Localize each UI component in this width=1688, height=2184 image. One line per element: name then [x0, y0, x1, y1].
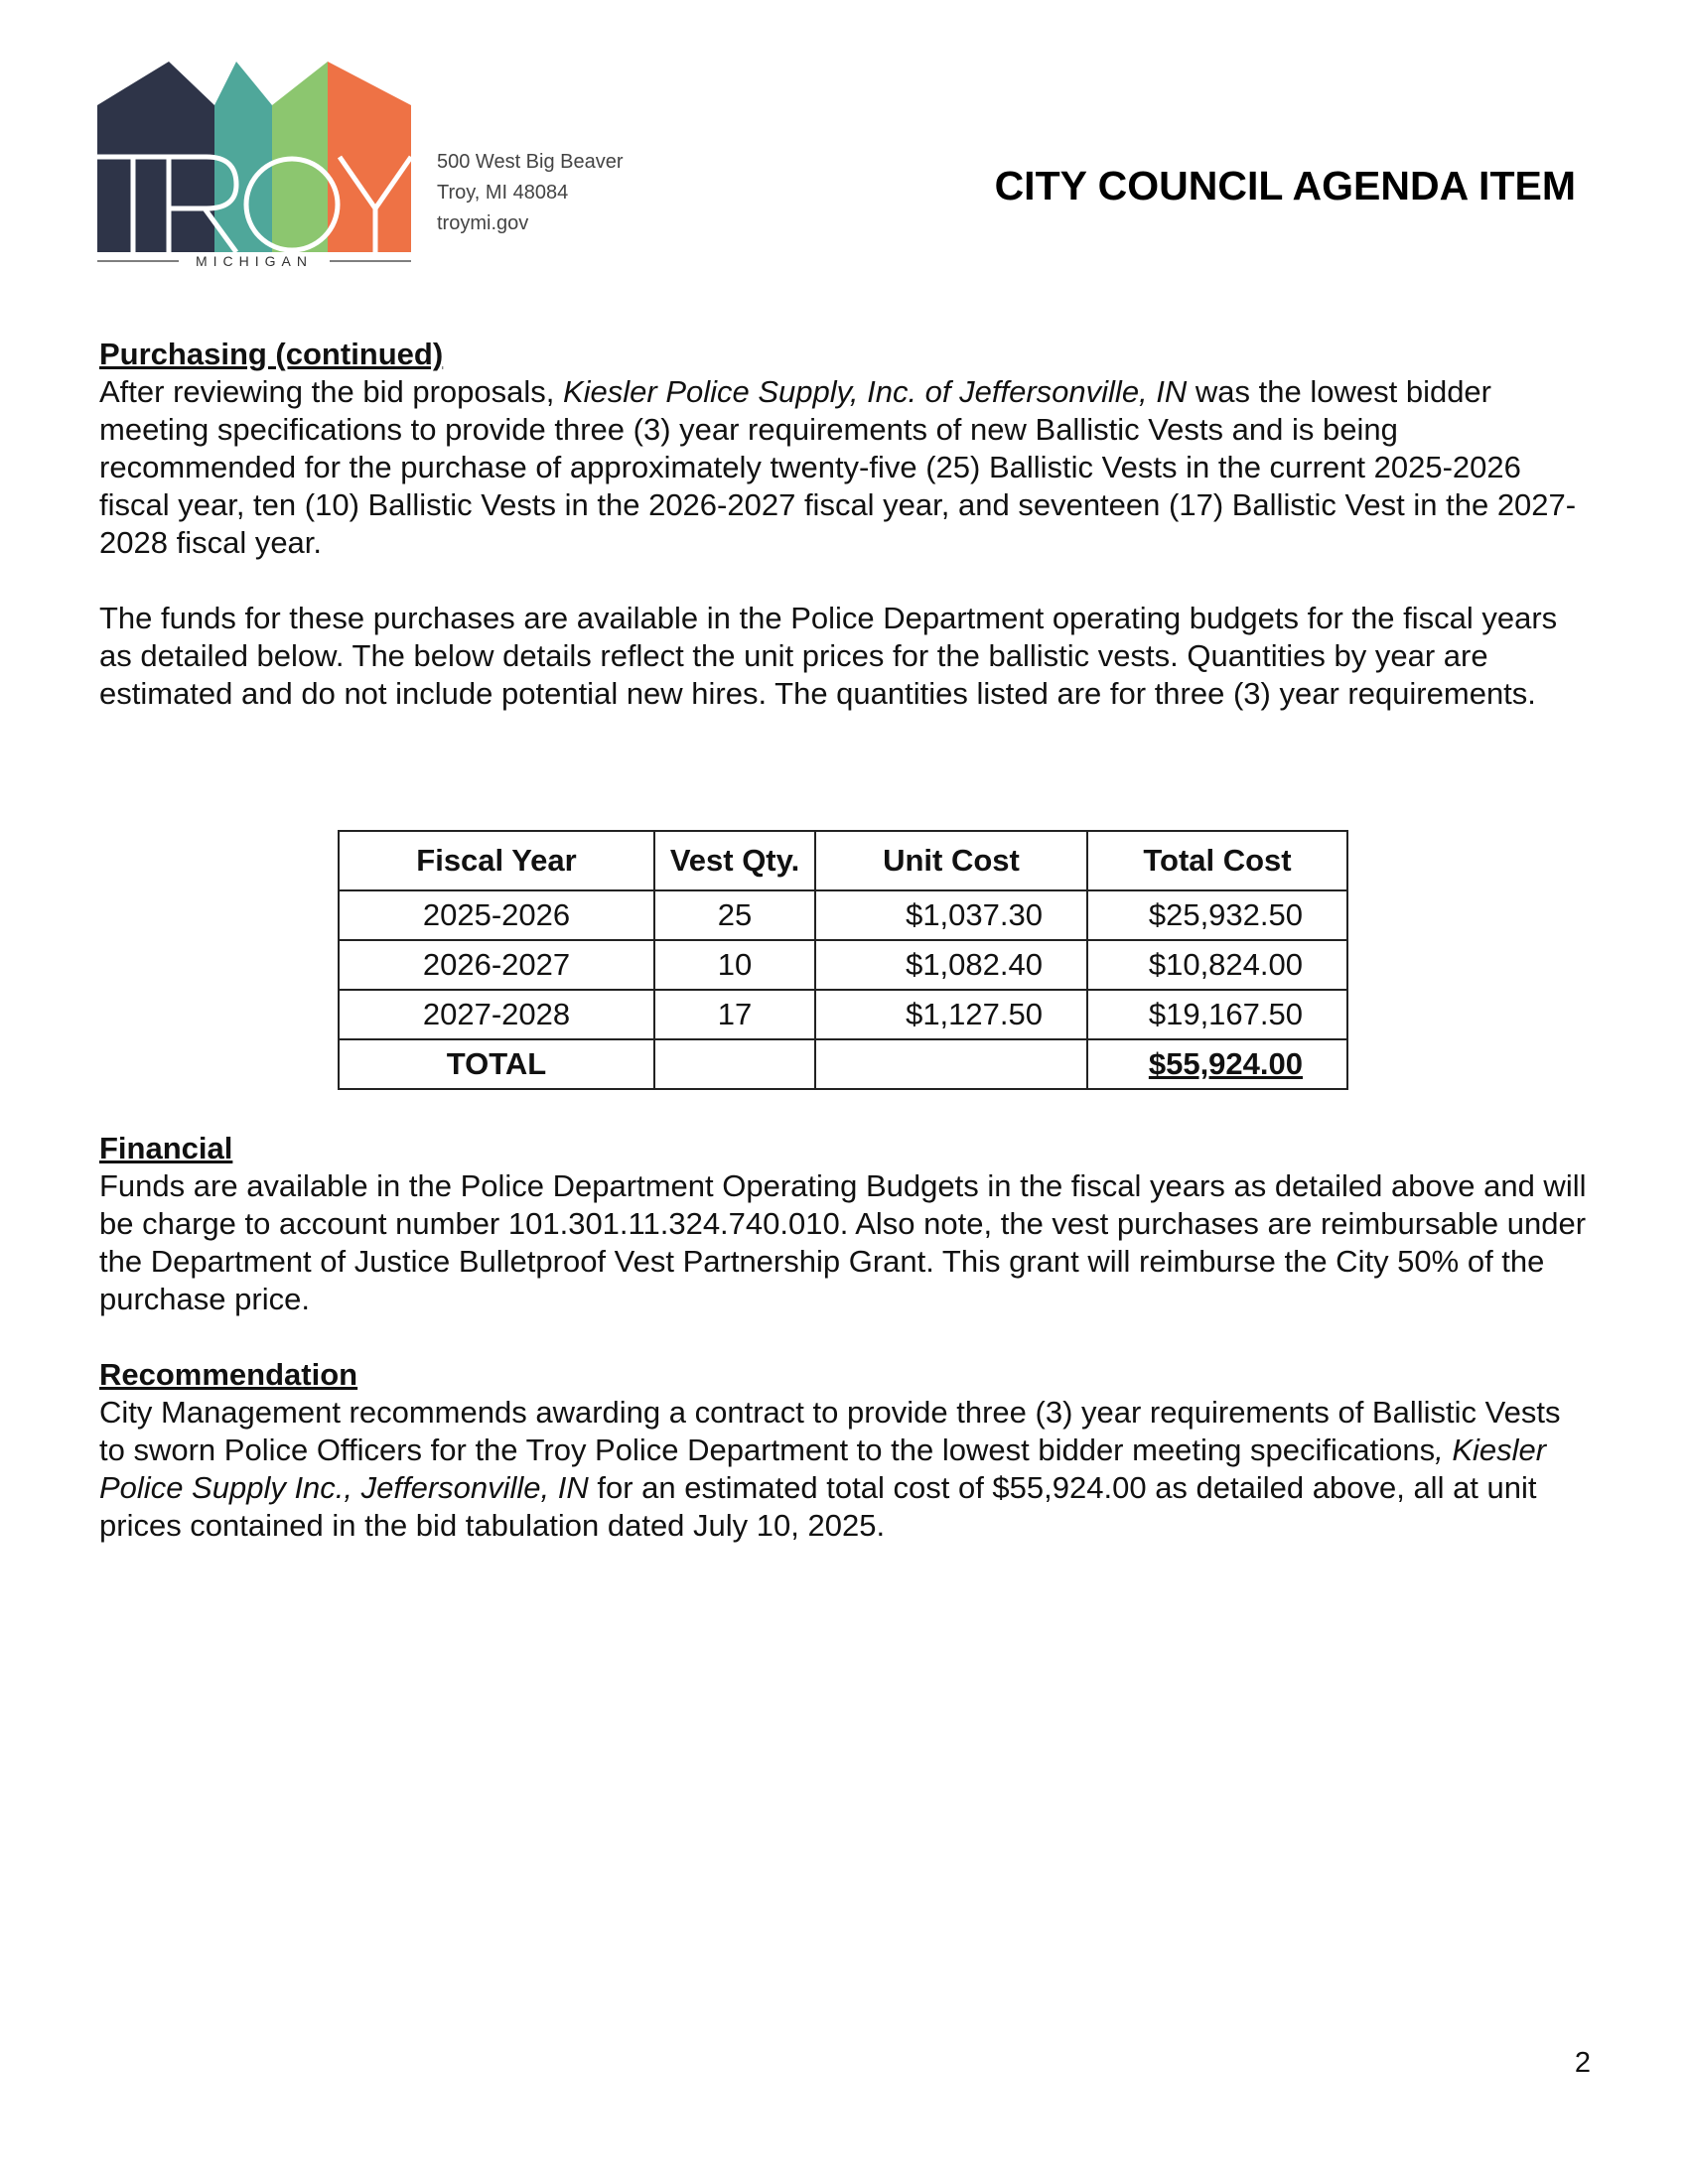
- logo-house-green: [272, 62, 328, 252]
- recommendation-heading: Recommendation: [99, 1357, 358, 1392]
- purchasing-paragraph-2: The funds for these purchases are available in the Police Department operating budgets for the fiscal years as detailed below. The below details reflect the unit prices for the ballistic vests. Quantities by year are estimated and do not include potential new hires. The quantities listed are for three (3) year requirements.: [99, 601, 1558, 711]
- website: troymi.gov: [437, 212, 529, 234]
- vendor-name: Kiesler Police Supply, Inc. of Jeffersonville, IN: [562, 374, 1188, 409]
- address-line-1: 500 West Big Beaver: [437, 151, 624, 173]
- address-line-2: Troy, MI 48084: [437, 182, 569, 204]
- unit-cost-cell: $1,082.40: [815, 940, 1087, 990]
- column-header: Unit Cost: [815, 831, 1087, 890]
- empty-cell: [654, 1039, 815, 1089]
- fiscal-year-cell: 2027-2028: [339, 990, 654, 1039]
- grand-total: $55,924.00: [1087, 1039, 1347, 1089]
- logo-house-teal: [214, 62, 272, 252]
- troy-logo-mark: [97, 58, 411, 252]
- purchasing-text-a: After reviewing the bid proposals,: [99, 374, 563, 409]
- recommendation-comma: ,: [1435, 1433, 1453, 1467]
- page-title: CITY COUNCIL AGENDA ITEM: [994, 163, 1576, 208]
- address-block: [437, 147, 624, 239]
- table-header-row: [339, 831, 1347, 890]
- recommendation-text: [99, 1394, 1589, 1545]
- table-row: [339, 940, 1347, 990]
- purchasing-text-b: was the lowest bidder meeting specifications to provide three (3) year requirements of new Ballistic Vests and is being recommended for the purchase of approximately twenty-five (25) Ballistic Vests in the current 2025-2026 fiscal year, ten (10) Ballistic Vests in the 2026-2027 fiscal year, and seventeen (17) Ballistic Vest in the 2027-2028 fiscal year.: [99, 374, 1577, 560]
- total-cost-cell: $25,932.50: [1087, 890, 1347, 940]
- purchasing-paragraph-1: [99, 373, 1589, 562]
- financial-heading: Financial: [99, 1131, 233, 1165]
- logo-subtitle: MICHIGAN: [196, 253, 313, 269]
- recommendation-text-b: for an estimated total cost of $55,924.00 as detailed above, all at unit prices contained in the bid tabulation dated July 10, 2025.: [99, 1470, 1537, 1543]
- recommendation-section: [99, 1356, 1589, 1545]
- total-cost-cell: $10,824.00: [1087, 940, 1347, 990]
- column-header: Vest Qty.: [654, 831, 815, 890]
- bid-table: [338, 830, 1348, 1090]
- logo-subtitle-rule: [97, 252, 411, 270]
- financial-section: [99, 1130, 1589, 1318]
- qty-cell: 17: [654, 990, 815, 1039]
- qty-cell: 25: [654, 890, 815, 940]
- unit-cost-cell: $1,037.30: [815, 890, 1087, 940]
- table-row: [339, 990, 1347, 1039]
- column-header: Total Cost: [1087, 831, 1347, 890]
- table-row: [339, 890, 1347, 940]
- total-cost-cell: $19,167.50: [1087, 990, 1347, 1039]
- column-header: Fiscal Year: [339, 831, 654, 890]
- empty-cell: [815, 1039, 1087, 1089]
- financial-text: Funds are available in the Police Department Operating Budgets in the fiscal years as detailed above and will be charge to account number 101.301.11.324.740.010. Also note, the vest purchases are reimbursable under the Department of Justice Bulletproof Vest Partnership Grant. This grant will reimburse the City 50% of the purchase price.: [99, 1168, 1587, 1316]
- qty-cell: 10: [654, 940, 815, 990]
- purchasing-heading: Purchasing (continued): [99, 337, 444, 371]
- recommendation-text-a: City Management recommends awarding a contract to provide three (3) year requirements of Ballistic Vests to sworn Police Officers for the Troy Police Department to the lowest bidder meeting specifications: [99, 1395, 1561, 1467]
- fiscal-year-cell: 2025-2026: [339, 890, 654, 940]
- recommendation-vendor: Kiesler Police Supply Inc., Jeffersonville, IN: [99, 1433, 1547, 1505]
- table-total-row: [339, 1039, 1347, 1089]
- unit-cost-cell: $1,127.50: [815, 990, 1087, 1039]
- purchasing-section: [99, 336, 1589, 713]
- total-label: TOTAL: [339, 1039, 654, 1089]
- page-number: 2: [1574, 2047, 1591, 2079]
- fiscal-year-cell: 2026-2027: [339, 940, 654, 990]
- troy-logo: [97, 58, 411, 270]
